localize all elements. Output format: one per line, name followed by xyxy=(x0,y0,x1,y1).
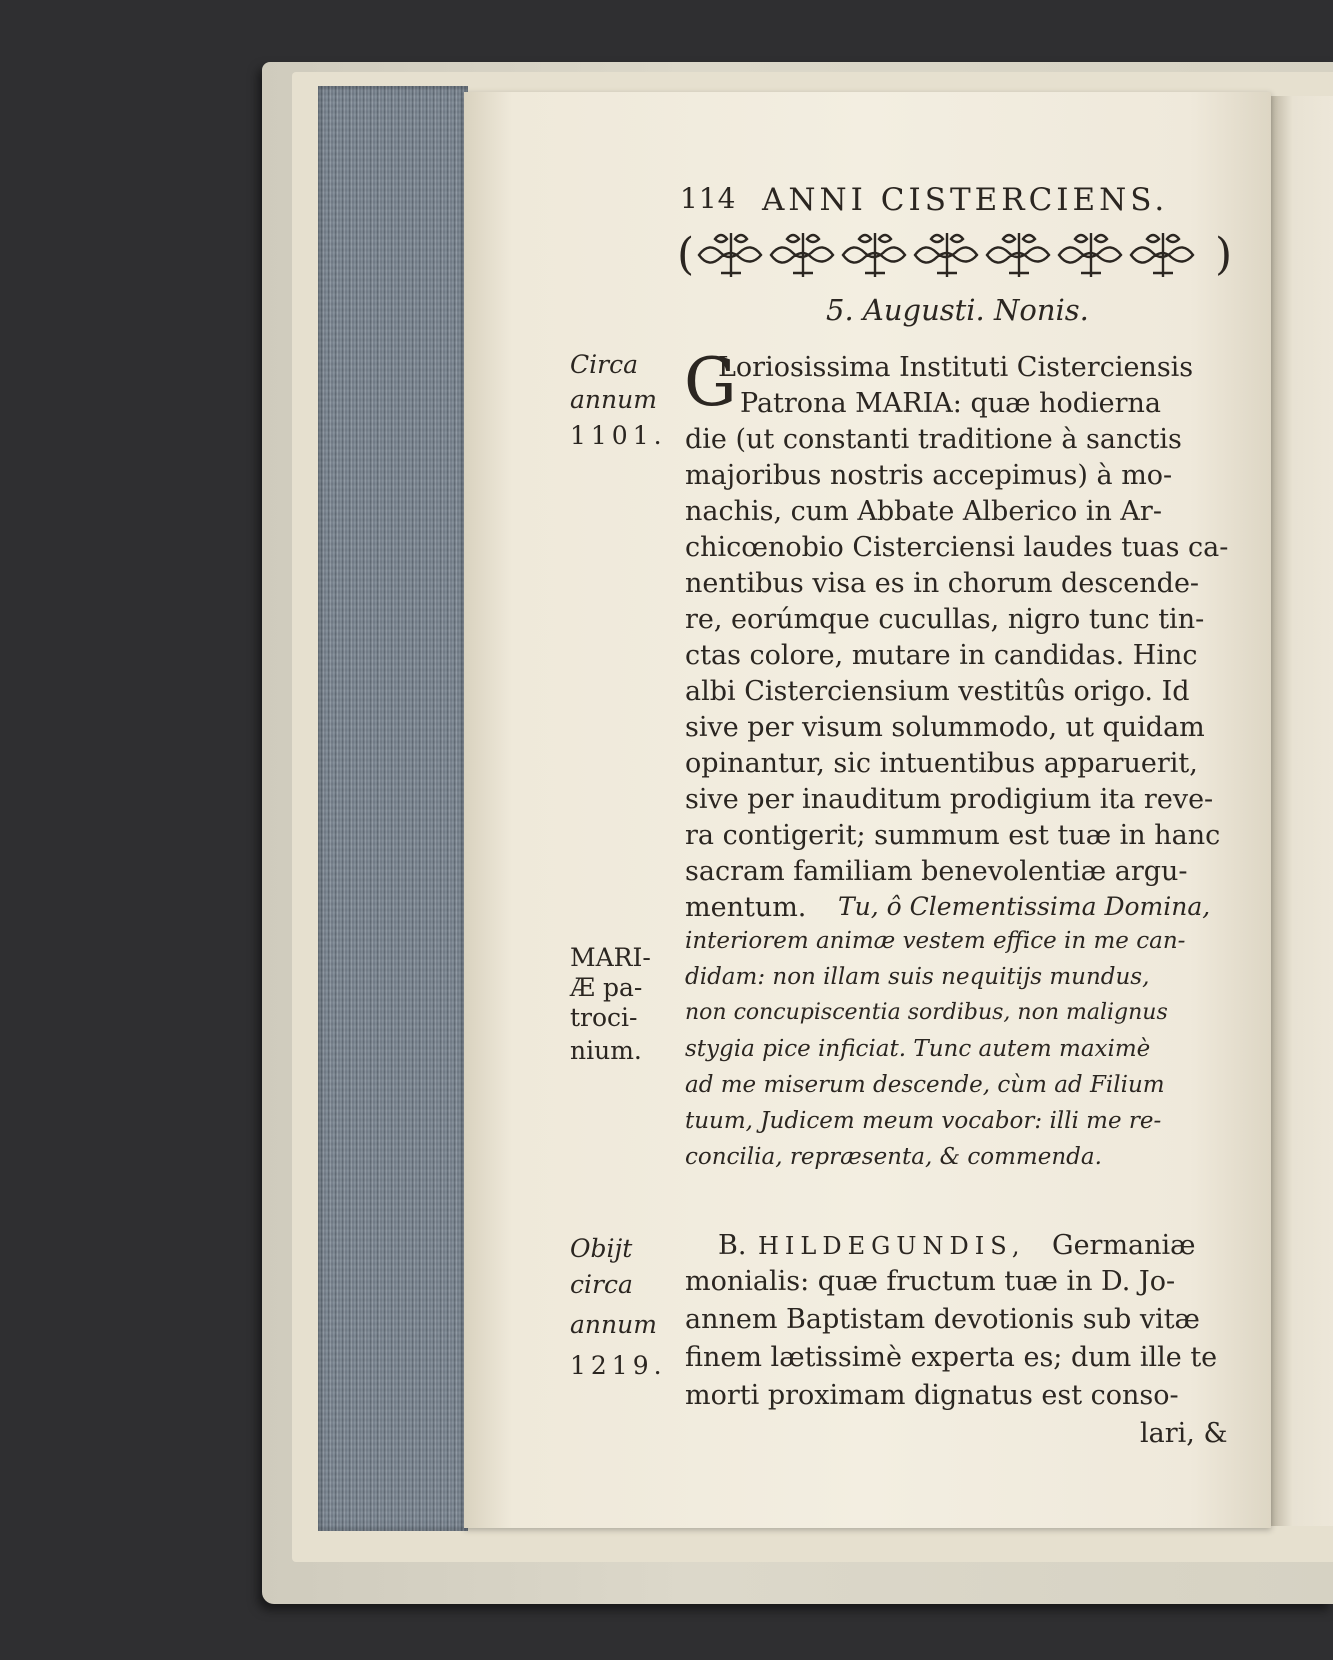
date-heading: 5. Augusti. Nonis. xyxy=(826,293,1089,327)
margin-note-year-2: 1219. xyxy=(570,1351,667,1380)
margin-note-mariae-2: Æ pa- xyxy=(570,973,643,1002)
body-line-17: interiorem animæ vestem effice in me can- xyxy=(685,928,1186,954)
margin-note-circa-2: circa xyxy=(570,1270,633,1299)
margin-note-mariae-3: troci- xyxy=(570,1003,638,1032)
margin-note-mariae-4: nium. xyxy=(570,1036,642,1065)
margin-note-circa: Circa xyxy=(570,350,638,379)
drop-cap: G xyxy=(684,344,737,421)
body-line-5: nachis, cum Abbate Alberico in Ar- xyxy=(685,496,1162,527)
body-line-19: non concupiscentia sordibus, non malignus xyxy=(685,1000,1168,1025)
body-line-11: sive per visum solummodo, ut quidam xyxy=(685,712,1205,743)
body-line-2: Patrona MARIA: quæ hodierna xyxy=(740,388,1162,419)
body-line-16b: Tu, ô Clementissima Domina, xyxy=(838,892,1211,921)
margin-note-annum-2: annum xyxy=(570,1310,657,1339)
margin-note-obijt: Obijt xyxy=(570,1234,633,1263)
body-line-3: die (ut constanti traditione à sanctis xyxy=(685,424,1182,455)
body-line-24b: HILDEGUNDIS, xyxy=(758,1232,1026,1260)
body-line-10: albi Cisterciensium vestitûs origo. Id xyxy=(685,676,1190,707)
body-line-20: stygia pice inficiat. Tunc autem maximè xyxy=(685,1036,1151,1062)
running-title: ANNI CISTERCIENS. xyxy=(762,182,1169,218)
ornament-band-icon xyxy=(675,225,1241,285)
body-line-8: re, eorúmque cucullas, nigro tunc tin- xyxy=(685,604,1205,635)
page-number: 114 xyxy=(680,182,737,215)
catchword: lari, & xyxy=(1140,1418,1228,1449)
body-line-15: sacram familiam benevolentiæ argu- xyxy=(685,856,1188,887)
body-line-23: concilia, repræsenta, & commenda. xyxy=(685,1144,1102,1170)
body-line-7: nentibus visa es in chorum descende- xyxy=(685,568,1200,599)
svg-text:): ) xyxy=(1215,229,1233,280)
body-line-18: didam: non illam suis nequitijs mundus, xyxy=(685,964,1150,990)
body-line-21: ad me miserum descende, cùm ad Filium xyxy=(685,1072,1165,1098)
body-line-4: majoribus nostris accepimus) à mo- xyxy=(685,460,1173,491)
body-line-24a: B. xyxy=(718,1230,747,1261)
body-line-6: chicœnobio Cisterciensi laudes tuas ca- xyxy=(685,532,1229,563)
body-line-24c: Germaniæ xyxy=(1052,1230,1196,1261)
body-line-26: annem Baptistam devotionis sub vitæ xyxy=(685,1304,1200,1335)
page-edges xyxy=(318,86,468,1531)
body-line-22: tuum, Judicem meum vocabor: illi me re- xyxy=(685,1108,1162,1134)
body-line-25: monialis: quæ fructum tuæ in D. Jo- xyxy=(685,1266,1176,1297)
body-line-27: finem lætissimè experta es; dum ille te xyxy=(685,1342,1218,1373)
body-line-13: sive per inauditum prodigium ita reve- xyxy=(685,784,1214,815)
body-line-9: ctas colore, mutare in candidas. Hinc xyxy=(685,640,1198,671)
body-line-28: morti proximam dignatus est conso- xyxy=(685,1380,1179,1411)
body-line-16a: mentum. xyxy=(685,892,807,923)
margin-note-mariae: MARI- xyxy=(570,943,651,972)
body-line-14: ra contigerit; summum est tuæ in hanc xyxy=(685,820,1221,851)
svg-text:(: ( xyxy=(677,229,695,280)
margin-note-annum: annum xyxy=(570,385,657,414)
body-line-12: opinantur, sic intuentibus apparuerit, xyxy=(685,748,1198,779)
body-line-1: Loriosissima Instituti Cisterciensis xyxy=(718,352,1194,383)
margin-note-year: 1101. xyxy=(570,421,667,450)
facing-page-edge xyxy=(1271,96,1333,1526)
